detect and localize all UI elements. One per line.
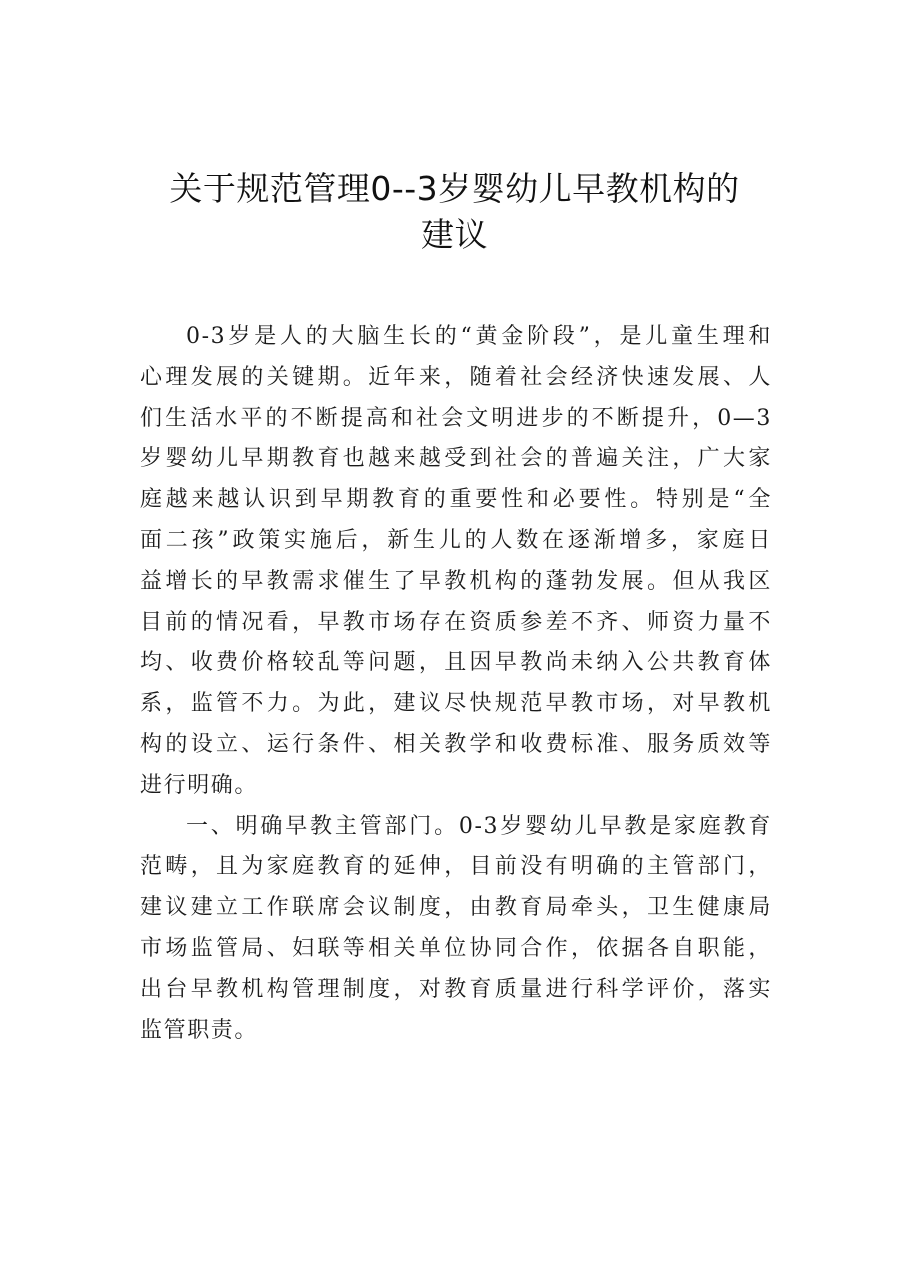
- document-body: [140, 317, 772, 1051]
- text-line: 市场监管局、妇联等相关单位协同合作，依据各自职能，: [140, 935, 772, 961]
- paragraph-section-1: [140, 807, 772, 1052]
- text-line: 目前的情况看，早教市场存在资质参差不齐、师资力量不: [140, 609, 772, 635]
- text-line: 们生活水平的不断提高和社会文明进步的不断提升，0—3: [140, 405, 772, 431]
- title-line-2: 建议: [421, 215, 488, 254]
- text-line: 一、明确早教主管部门。0-3岁婴幼儿早教是家庭教育: [186, 813, 772, 839]
- document-title: [100, 166, 809, 258]
- text-line: 均、收费价格较乱等问题，且因早教尚未纳入公共教育体: [140, 650, 772, 676]
- text-line: 范畴，且为家庭教育的延伸，目前没有明确的主管部门，: [140, 854, 772, 880]
- text-line: 面二孩”政策实施后，新生儿的人数在逐渐增多，家庭日: [140, 527, 772, 553]
- text-line: 构的设立、运行条件、相关教学和收费标准、服务质效等: [140, 731, 772, 757]
- text-line: 益增长的早教需求催生了早教机构的蓬勃发展。但从我区: [140, 568, 772, 594]
- text-line: 系，监管不力。为此，建议尽快规范早教市场，对早教机: [140, 691, 772, 717]
- text-line: 进行明确。: [140, 772, 259, 798]
- text-line: 监管职责。: [140, 1017, 259, 1043]
- paragraph-intro: [140, 317, 772, 807]
- text-line: 建议建立工作联席会议制度，由教育局牵头，卫生健康局: [140, 895, 772, 921]
- text-line: 0-3岁是人的大脑生长的“黄金阶段”，是儿童生理和: [186, 324, 772, 349]
- text-line: 岁婴幼儿早期教育也越来越受到社会的普遍关注，广大家: [140, 446, 772, 472]
- text-line: 庭越来越认识到早期教育的重要性和必要性。特别是“全: [140, 487, 772, 513]
- text-line: 出台早教机构管理制度，对教育质量进行科学评价，落实: [140, 976, 772, 1002]
- text-line: 心理发展的关键期。近年来，随着社会经济快速发展、人: [140, 364, 772, 390]
- title-line-1: 关于规范管理0--3岁婴幼儿早教机构的: [169, 169, 740, 208]
